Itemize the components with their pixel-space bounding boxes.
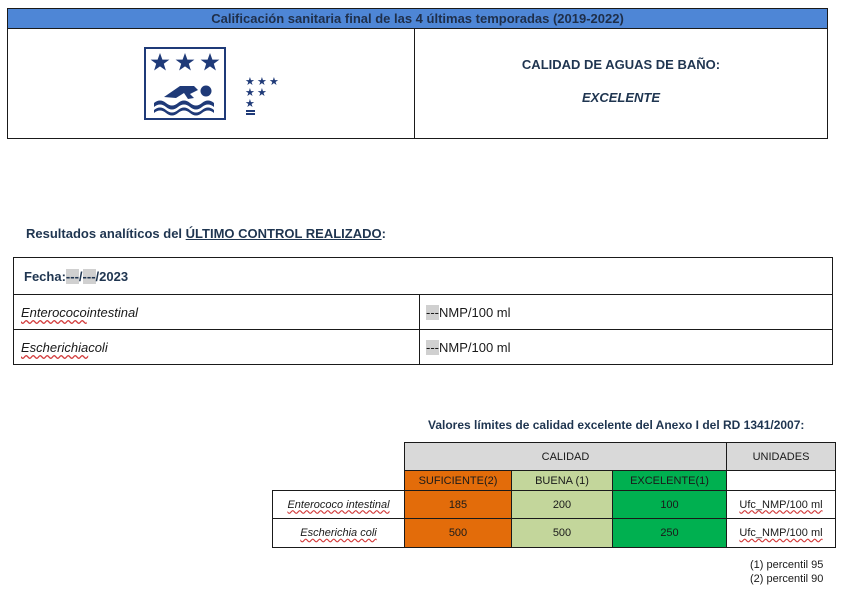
results-heading-suffix: : [381, 226, 386, 241]
results-heading-underlined: ÚLTIMO CONTROL REALIZADO [185, 226, 382, 241]
parameter-name-a: Enterococo [21, 305, 87, 320]
results-table [13, 257, 833, 365]
limit-value: 500 [404, 518, 512, 548]
footnote: (2) percentil 90 [750, 573, 824, 585]
limit-value: 500 [511, 518, 613, 548]
table-row [14, 294, 832, 330]
value-unit: NMP/100 ml [439, 305, 511, 320]
svg-text:★: ★ [257, 86, 267, 99]
header-title: Calificación sanitaria final de las 4 últimas temporadas (2019-2022) [7, 8, 828, 29]
table-row [14, 329, 832, 365]
value-unit: NMP/100 ml [439, 340, 511, 355]
limits-row-name [272, 518, 405, 548]
date-month: --- [82, 268, 96, 284]
footnote: (1) percentil 95 [750, 559, 824, 571]
limits-row-name-text: Escherichia coli [300, 527, 377, 539]
results-heading-prefix: Resultados analíticos del [26, 226, 186, 241]
units-blank-cell [726, 470, 836, 491]
svg-text:★: ★ [257, 75, 267, 88]
parameter-value [426, 295, 511, 330]
footnotes [750, 558, 823, 586]
limit-unit-text: Ufc_NMP/100 ml [739, 527, 823, 539]
limit-value: 200 [511, 490, 613, 519]
quality-panel [414, 29, 828, 139]
quality-value: EXCELENTE [581, 89, 660, 105]
limit-value: 185 [404, 490, 512, 519]
limit-value: 100 [612, 490, 727, 519]
madrid-stars-icon [245, 75, 285, 117]
parameter-value [426, 330, 511, 365]
column-buena: BUENA (1) [511, 470, 613, 491]
date-day: --- [65, 268, 79, 284]
cell-divider [419, 330, 420, 365]
date-label: Fecha: [24, 268, 66, 284]
svg-text:★: ★ [245, 97, 255, 110]
calidad-header: CALIDAD [404, 442, 727, 471]
parameter-name [21, 295, 138, 330]
limit-unit-text: Ufc_NMP/100 ml [739, 498, 823, 511]
svg-text:★: ★ [245, 86, 255, 99]
parameter-name-b: intestinal [86, 305, 139, 320]
value-placeholder: --- [426, 305, 439, 320]
parameter-name-a: Escherichia [21, 340, 89, 355]
svg-text:★: ★ [245, 75, 255, 88]
limits-row-name [272, 490, 405, 519]
cell-divider [419, 295, 420, 330]
results-heading [26, 226, 386, 241]
column-suficiente: SUFICIENTE(2) [404, 470, 512, 491]
quality-label: CALIDAD DE AGUAS DE BAÑO: [521, 56, 721, 72]
parameter-name [21, 330, 108, 365]
limit-unit [726, 518, 836, 548]
limit-value: 250 [612, 518, 727, 548]
unidades-header: UNIDADES [726, 442, 836, 471]
date-year: /2023 [95, 268, 129, 284]
date-field [24, 258, 128, 294]
parameter-name-b: coli [88, 340, 108, 355]
svg-text:★: ★ [269, 75, 279, 88]
limit-unit [726, 490, 836, 519]
column-excelente: EXCELENTE(1) [612, 470, 727, 491]
value-placeholder: --- [426, 340, 439, 355]
date-sep: / [78, 268, 83, 284]
limits-heading: Valores límites de calidad excelente del Anexo I del RD 1341/2007: [428, 418, 805, 432]
swimmer-three-stars-icon [144, 47, 226, 120]
date-row [14, 258, 832, 294]
limits-row-name-text: Enterococo intestinal [287, 498, 390, 511]
